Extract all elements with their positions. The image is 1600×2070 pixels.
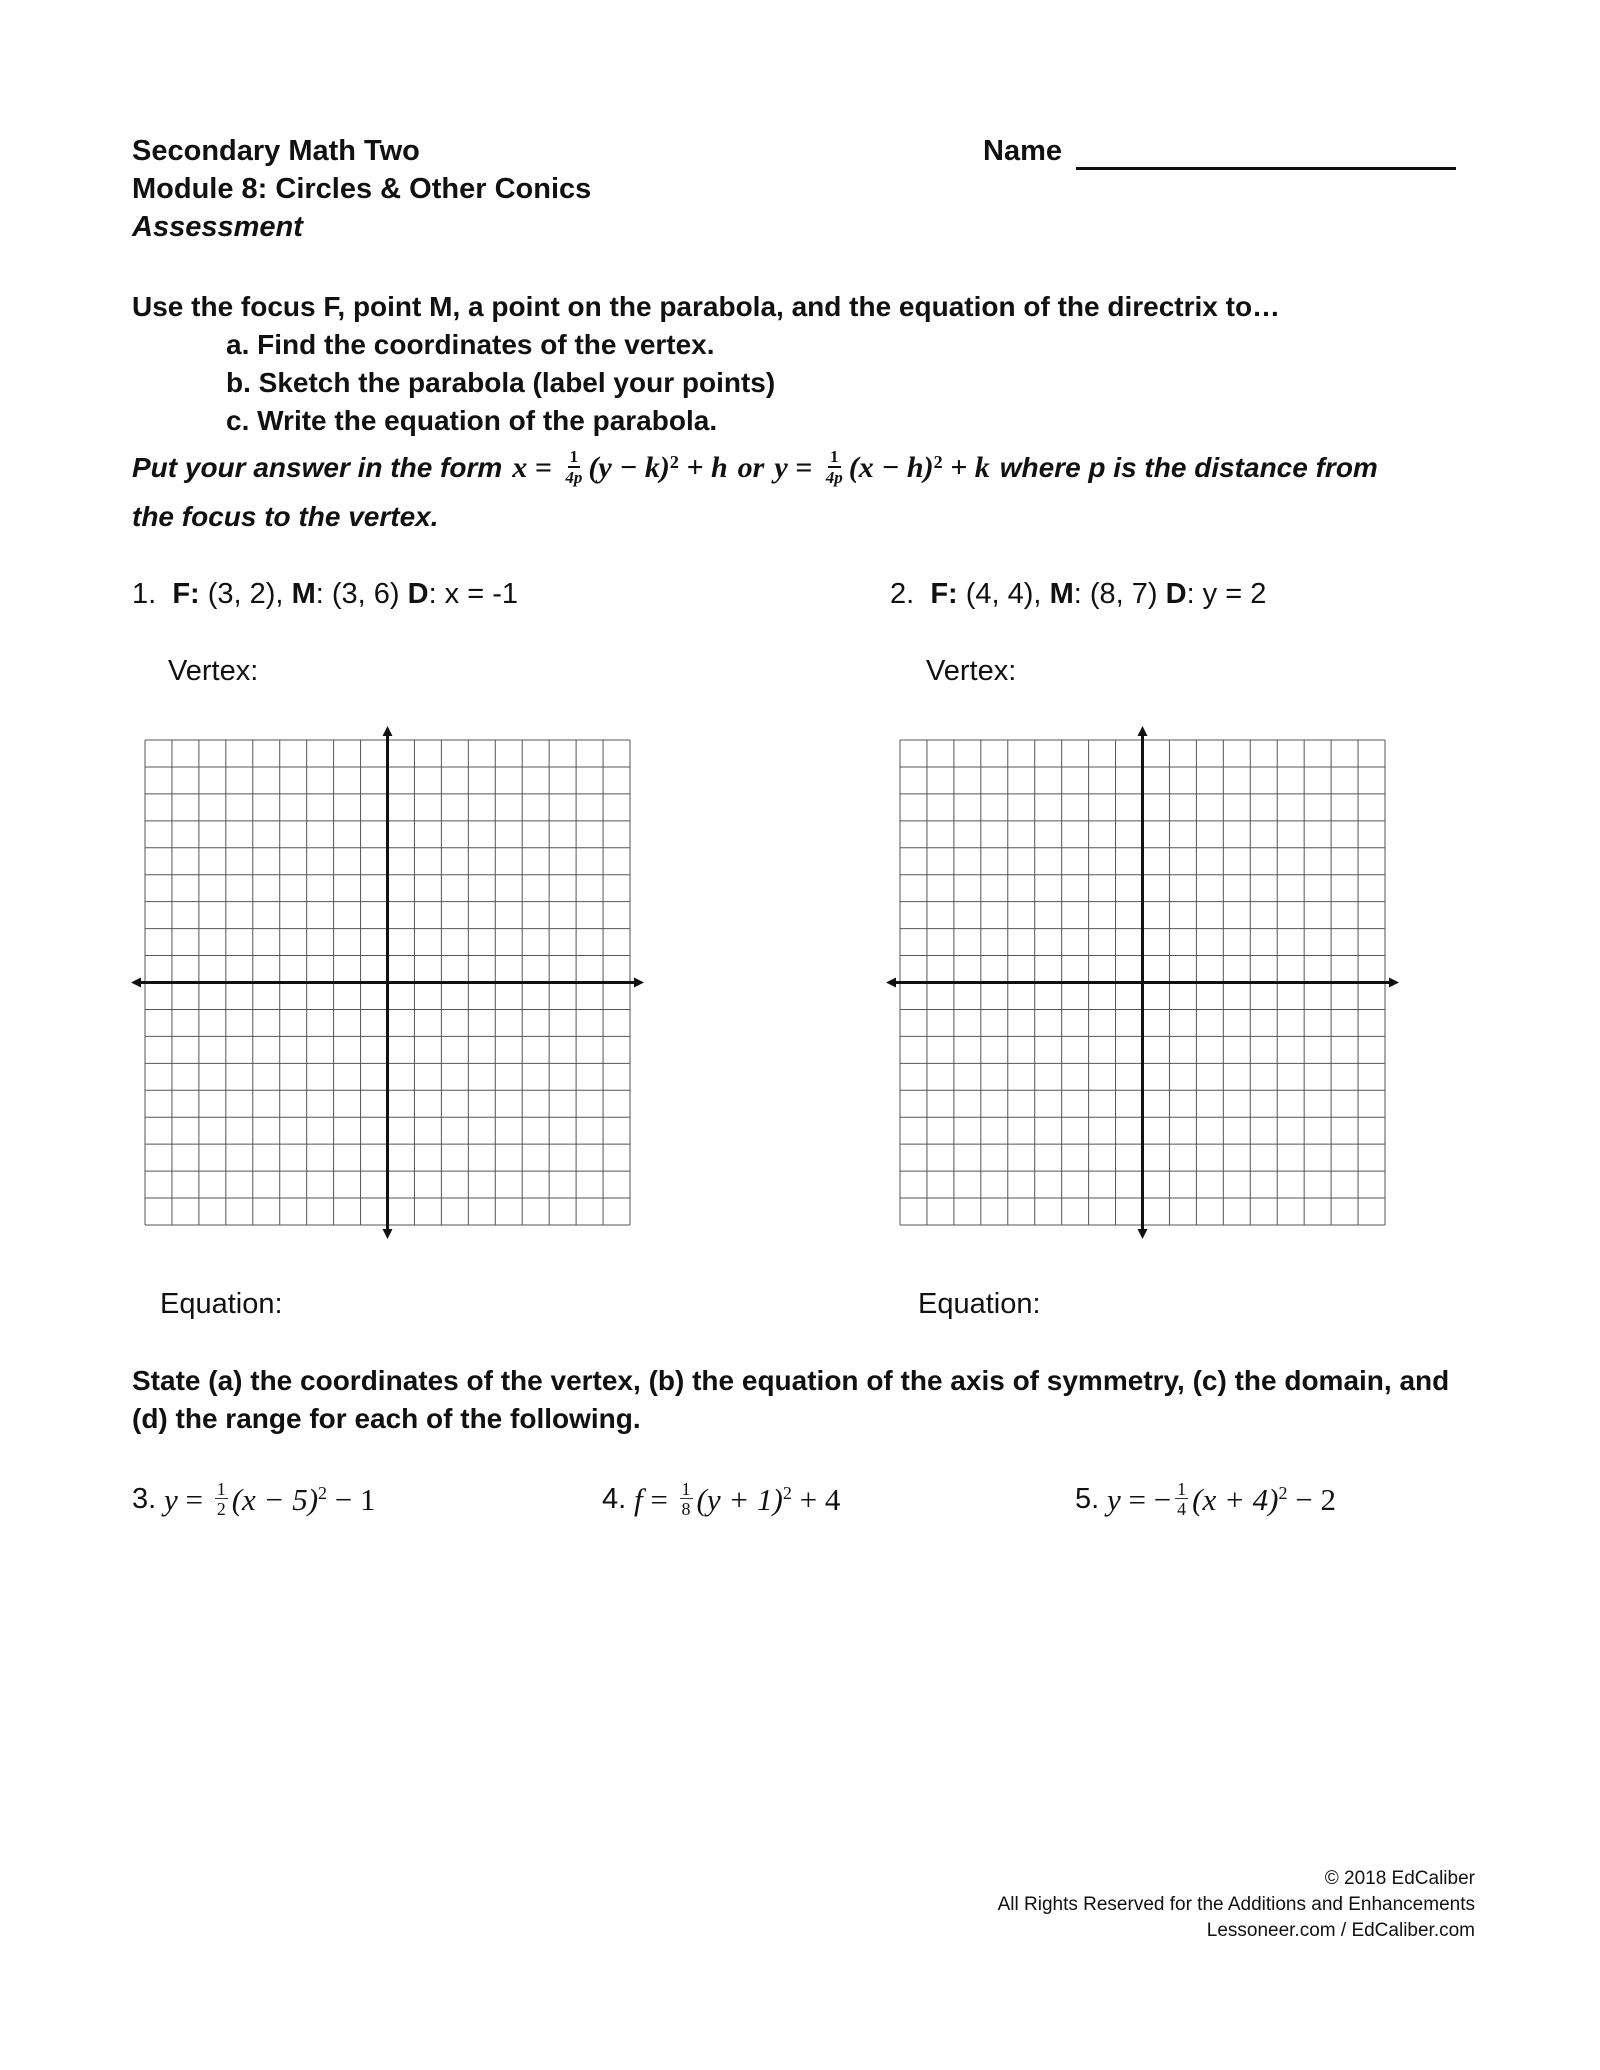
- y-axis-up-arrow: [1138, 726, 1148, 736]
- module-title: Module 8: Circles & Other Conics: [132, 173, 592, 205]
- instruction-step-b: b. Sketch the parabola (label your points): [226, 367, 776, 398]
- equation-exponent: 2: [782, 1483, 792, 1503]
- instructions-intro: Use the focus F, point M, a point on the parabola, and the equation of the directrix to…: [132, 291, 1281, 322]
- problem-1-vertex-label: Vertex:: [168, 655, 259, 687]
- x-axis-left-arrow: [886, 978, 896, 988]
- focus-value: (3, 2),: [207, 578, 284, 610]
- focus-label: F:: [172, 578, 200, 610]
- point-m-value: : (3, 6): [315, 578, 400, 610]
- fraction-numerator: 1: [216, 1479, 226, 1499]
- directrix-label: D: [1165, 578, 1187, 610]
- state-instructions-line-2: (d) the range for each of the following.: [132, 1403, 641, 1434]
- problem-number: 2.: [890, 578, 915, 610]
- focus-value: (4, 4),: [965, 578, 1042, 610]
- problem-1-equation-label: Equation:: [160, 1288, 283, 1320]
- directrix-label: D: [407, 578, 429, 610]
- problem-1-coordinate-grid[interactable]: [130, 725, 650, 1245]
- name-label: Name: [983, 135, 1062, 167]
- equation-number: 5.: [1075, 1483, 1100, 1515]
- x-axis-right-arrow: [1389, 978, 1399, 988]
- course-title: Secondary Math Two: [132, 135, 420, 167]
- form-line-2: the focus to the vertex.: [132, 501, 439, 532]
- equation-exponent: 2: [318, 1483, 328, 1503]
- fraction-denominator: 2: [216, 1499, 226, 1519]
- name-field[interactable]: [983, 132, 1456, 170]
- directrix-value: : y = 2: [1186, 578, 1267, 610]
- point-m-value: : (8, 7): [1073, 578, 1158, 610]
- y-axis-up-arrow: [383, 726, 393, 736]
- name-blank-line[interactable]: [1076, 137, 1456, 170]
- equation-number: 4.: [602, 1483, 627, 1515]
- equation-tail: + 4: [799, 1481, 841, 1517]
- state-instructions-line-1: State (a) the coordinates of the vertex, (b) the equation of the axis of symmetry, (c) the domain, and: [132, 1365, 1450, 1396]
- fraction-denominator: 4: [1177, 1499, 1187, 1519]
- form-equation-y: y = $\frac{1}{4p}$ (x − h) 2 + k: [774, 447, 990, 487]
- point-m-label: M: [1049, 578, 1074, 610]
- equation-number: 3.: [132, 1483, 157, 1515]
- x-axis-right-arrow: [634, 978, 644, 988]
- equation-base: (y + 1): [696, 1481, 783, 1517]
- footer: [998, 1866, 1475, 1944]
- y-axis-down-arrow: [383, 1229, 393, 1239]
- fraction-numerator: 1: [681, 1479, 691, 1499]
- footer-site: Lessoneer.com / EdCaliber.com: [1206, 1920, 1475, 1941]
- problem-2-coordinate-grid[interactable]: [885, 725, 1405, 1245]
- focus-label: F:: [930, 578, 958, 610]
- equation-5: 5. y = − $\frac{1}{4}$ (x + 4) 2 − 2: [1075, 1479, 1336, 1519]
- equation-base: (x − 5): [231, 1481, 319, 1517]
- instruction-step-a: a. Find the coordinates of the vertex.: [226, 329, 715, 360]
- x-axis-left-arrow: [131, 978, 141, 988]
- fraction-numerator: 1: [1177, 1479, 1187, 1499]
- fraction-denominator: 8: [681, 1499, 691, 1519]
- directrix-value: : x = -1: [428, 578, 519, 610]
- equation-exponent: 2: [1278, 1483, 1288, 1503]
- point-m-label: M: [291, 578, 316, 610]
- equation-4: 4. f = $\frac{1}{8}$ (y + 1) 2 + 4: [602, 1479, 841, 1519]
- answer-form-line: [132, 440, 1378, 496]
- form-suffix: where p is the distance from: [999, 452, 1378, 483]
- equation-tail: − 2: [1295, 1481, 1336, 1517]
- problem-1-prompt: [132, 575, 518, 613]
- problem-number: 1.: [132, 578, 157, 610]
- equation-lhs: y: [163, 1481, 178, 1517]
- instruction-step-c: c. Write the equation of the parabola.: [226, 405, 718, 436]
- assessment-subtitle: Assessment: [132, 211, 303, 243]
- problem-2-equation-label: Equation:: [918, 1288, 1041, 1320]
- problem-2-vertex-label: Vertex:: [926, 655, 1017, 687]
- equation-lhs: f: [633, 1481, 643, 1517]
- footer-rights: All Rights Reserved for the Additions and Enhancements: [997, 1894, 1475, 1915]
- problem-2-prompt: [890, 575, 1266, 613]
- equation-sign: −: [1153, 1481, 1172, 1517]
- form-or: or: [737, 451, 765, 484]
- form-prefix: Put your answer in the form: [132, 452, 503, 483]
- y-axis-down-arrow: [1138, 1229, 1148, 1239]
- form-equation-x: x = $\frac{1}{4p}$ (y − k) 2 + h: [512, 447, 728, 487]
- equation-tail: − 1: [334, 1481, 376, 1517]
- equation-3: 3. y = $\frac{1}{2}$ (x − 5) 2 − 1: [132, 1479, 376, 1519]
- equation-lhs: y: [1106, 1481, 1121, 1517]
- equation-base: (x + 4): [1192, 1481, 1279, 1517]
- footer-copyright: © 2018 EdCaliber: [1324, 1868, 1475, 1889]
